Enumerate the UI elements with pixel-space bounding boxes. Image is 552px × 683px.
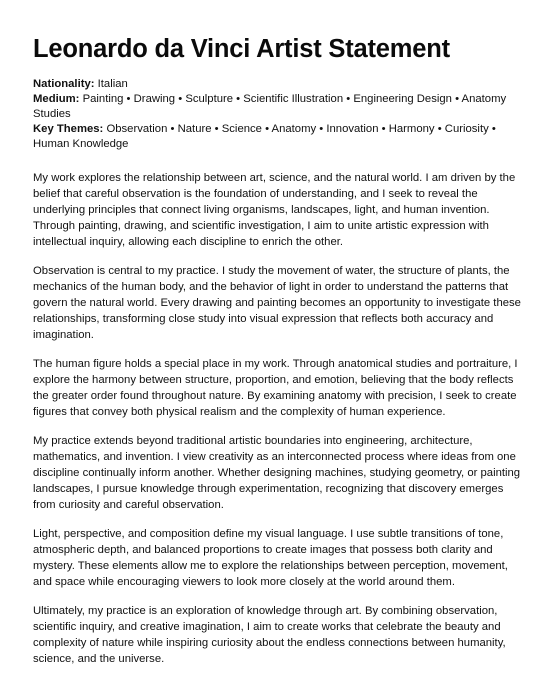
medium-value: Painting • Drawing • Sculpture • Scientific Illustration • Engineering Design • Anatomy Studies (33, 93, 507, 120)
paragraph: Ultimately, my practice is an exploration of knowledge through art. By combining observation, scientific inquiry, and creative imagination, I aim to create works that celebrate the beauty and complexity of nature while inspiring curiosity about the endless connections between humanity, science, and the universe. (33, 605, 506, 665)
nationality-value: Italian (97, 78, 128, 90)
themes-value: Observation • Nature • Science • Anatomy • Innovation • Harmony • Curiosity • Human Knowledge (33, 123, 496, 150)
themes-line (33, 122, 524, 152)
nationality-line (33, 77, 524, 92)
document-title: Leonardo da Vinci Artist Statement (33, 35, 450, 63)
paragraph: My practice extends beyond traditional artistic boundaries into engineering, architecture, mathematics, and invention. I view creativity as an interconnected process where ideas from one discipline continually inform another. Whether designing machines, studying geometry, or painting landscapes, I pursue knowledge through experimentation, recognizing that discovery emerges from curiosity and careful observation. (33, 435, 521, 511)
metadata-block (33, 77, 524, 152)
themes-label: Key Themes: (33, 123, 104, 135)
paragraph: My work explores the relationship between art, science, and the natural world. I am driven by the belief that careful observation is the foundation of understanding, and I seek to reveal the underlying principles that connect living organisms, landscapes, light, and human invention. Through painting, drawing, and scientific investigation, I aim to unite artistic expression with intellectual inquiry, allowing each discipline to enrich the other. (33, 172, 516, 248)
paragraph: Observation is central to my practice. I study the movement of water, the structure of plants, the mechanics of the human body, and the behavior of light in order to understand the patterns that govern the natural world. Every drawing and painting becomes an opportunity to investigate these relationships, transforming close study into visual expression that reflects both accuracy and imagination. (33, 265, 521, 341)
medium-line (33, 92, 524, 122)
medium-label: Medium: (33, 93, 80, 105)
nationality-label: Nationality: (33, 78, 95, 90)
paragraph: Light, perspective, and composition define my visual language. I use subtle transitions of tone, atmospheric depth, and balanced proportions to create images that possess both clarity and mystery. These elements allow me to explore the relationships between perception, movement, and space while encouraging viewers to look more closely at the world around them. (33, 528, 508, 588)
paragraph: The human figure holds a special place in my work. Through anatomical studies and portraiture, I explore the harmony between structure, proportion, and emotion, believing that the body reflects the greater order found throughout nature. By examining anatomy with precision, I seek to create figures that convey both physical realism and the complexity of human experience. (33, 358, 518, 418)
statement-body (33, 170, 524, 667)
